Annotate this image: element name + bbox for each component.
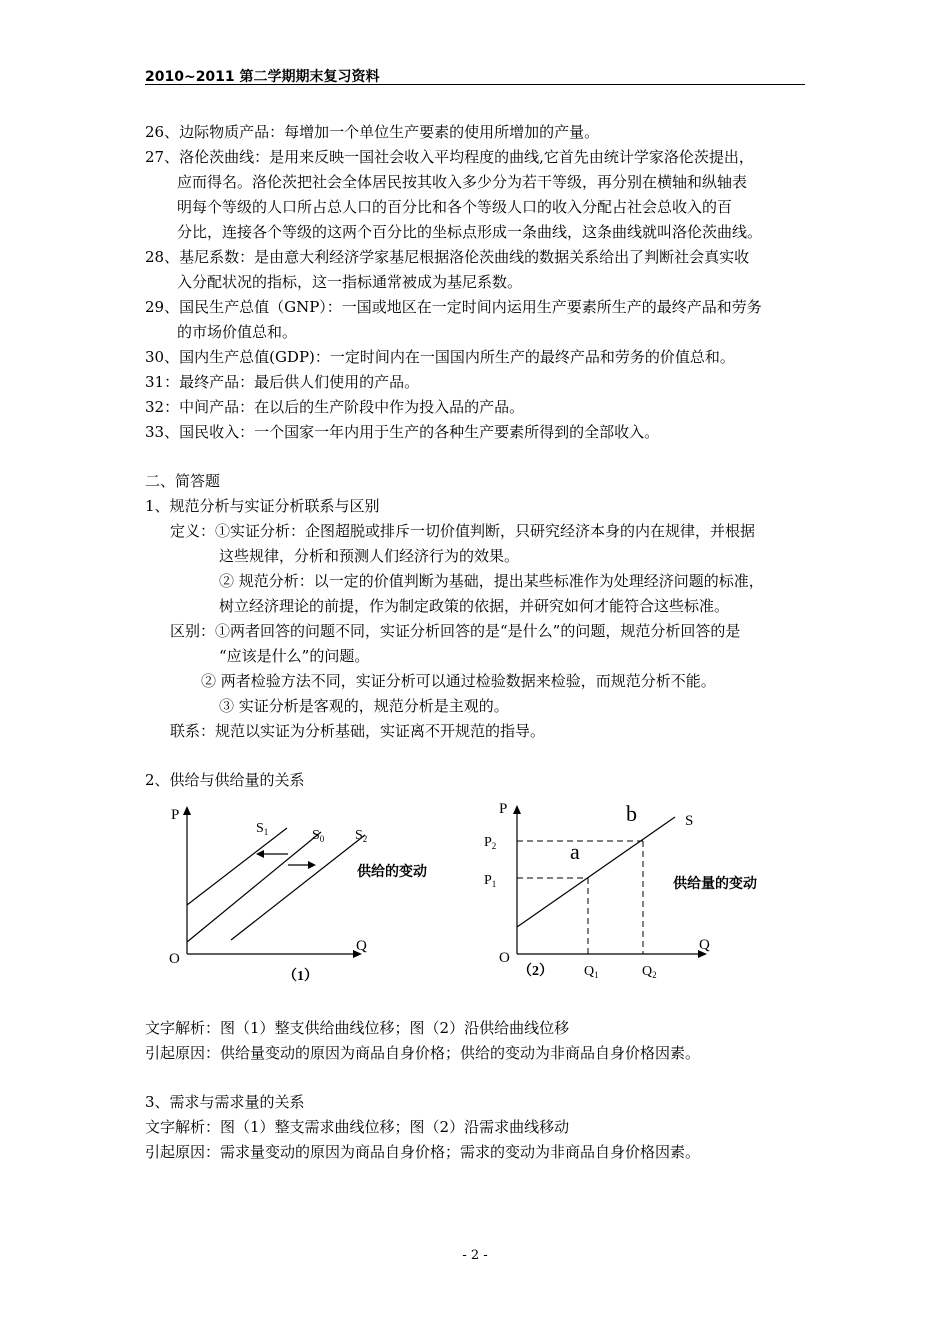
definition-33: 33、国民收入：一个国家一年内用于生产的各种生产要素所得到的全部收入。: [145, 423, 660, 441]
q2-subscript: 2: [652, 970, 657, 980]
definition-27-line2: 应而得名。洛伦茨把社会全体居民按其收入多少分为若干等级，再分别在横轴和纵轴表: [177, 173, 748, 191]
definition-27-line3: 明每个等级的人口所占总人口的百分比和各个等级人口的收入分配占社会总收入的百: [177, 198, 733, 216]
shift-right-arrowhead: [308, 861, 316, 869]
q1-definition-normative-cont: 树立经济理论的前提，作为制定政策的依据，并研究如何才能符合这些标准。: [219, 597, 730, 615]
q1-label: [584, 964, 599, 980]
q2-label: [642, 964, 657, 980]
origin-label: O: [499, 950, 510, 966]
q1-difference-1: 区别：①两者回答的问题不同，实证分析回答的是“是什么”的问题，规范分析回答的是: [170, 622, 741, 640]
figure-supply-shift: [160, 800, 460, 985]
origin-label: O: [169, 951, 180, 967]
supply-curve-s1: [187, 828, 287, 905]
figure-caption: （1）: [283, 969, 318, 984]
figure-caption: （2）: [518, 964, 553, 979]
x-axis-label: Q: [699, 937, 710, 953]
curve-s1-subscript: 1: [263, 827, 269, 837]
question-1-title: 1、规范分析与实证分析联系与区别: [145, 497, 380, 515]
q1-relation: 联系：规范以实证为分析基础，实证离不开规范的指导。: [170, 722, 546, 740]
definition-30: 30、国内生产总值(GDP)：一定时间内在一国国内所生产的最终产品和劳务的价值总和。: [145, 348, 735, 366]
q2-cause: 引起原因：供给量变动的原因为商品自身价格；供给的变动为非商品自身价格因素。: [145, 1044, 701, 1062]
q3-cause: 引起原因：需求量变动的原因为商品自身价格；需求的变动为非商品自身价格因素。: [145, 1143, 701, 1161]
definition-29: 29、国民生产总值（GNP）：一国或地区在一定时间内运用生产要素所生产的最终产品和劳务: [145, 298, 762, 316]
figure-label: 供给的变动: [357, 865, 427, 880]
x-axis-label: Q: [356, 938, 367, 954]
curve-s2-letter: S: [355, 828, 363, 843]
p1-subscript: 1: [491, 879, 497, 889]
q1-difference-3: ③ 实证分析是客观的，规范分析是主观的。: [219, 697, 509, 715]
definition-27: 27、洛伦茨曲线：是用来反映一国社会收入平均程度的曲线,它首先由统计学家洛伦茨提出，: [145, 148, 754, 166]
point-a-label: a: [570, 839, 580, 864]
definition-26: 26、边际物质产品：每增加一个单位生产要素的使用所增加的产量。: [145, 123, 600, 141]
definition-28: 28、基尼系数：是由意大利经济学家基尼根据洛伦茨曲线的数据关系给出了判断社会真实收: [145, 248, 750, 266]
curve-s2-subscript: 2: [362, 834, 368, 844]
q1-subscript: 1: [594, 970, 599, 980]
point-b-label: b: [626, 801, 637, 826]
definition-29-line2: 的市场价值总和。: [177, 323, 298, 341]
q2-letter: Q: [642, 964, 653, 979]
y-axis-label: P: [499, 801, 508, 817]
y-axis-arrow: [513, 805, 521, 814]
p1-letter: P: [484, 873, 492, 888]
question-3-title: 3、需求与需求量的关系: [145, 1093, 305, 1111]
supply-curve-s0: [187, 832, 321, 942]
supply-curve: [517, 817, 675, 927]
p2-letter: P: [484, 835, 492, 850]
page-number: - 2 -: [462, 1248, 488, 1263]
definition-32: 32：中间产品：在以后的生产阶段中作为投入品的产品。: [145, 398, 525, 416]
header-rule: [145, 84, 805, 85]
q1-definition-positive: 定义：①实证分析：企图超脱或排斥一切价值判断，只研究经济本身的内在规律，并根据: [170, 522, 756, 540]
question-2-title: 2、供给与供给量的关系: [145, 771, 305, 789]
q1-difference-2: ② 两者检验方法不同，实证分析可以通过检验数据来检验，而规范分析不能。: [201, 672, 716, 690]
p2-label: [484, 835, 496, 851]
curve-s2-label: [355, 828, 367, 844]
definition-28-line2: 入分配状况的指标，这一指标通常被成为基尼系数。: [177, 273, 523, 291]
q1-difference-1-cont: “应该是什么”的问题。: [219, 647, 370, 665]
q1-definition-positive-cont: 这些规律，分析和预测人们经济行为的效果。: [219, 547, 520, 565]
definition-31: 31：最终产品：最后供人们使用的产品。: [145, 373, 420, 391]
page-header: 2010~2011 第二学期期末复习资料: [145, 69, 380, 85]
definition-27-line4: 分比，连接各个等级的这两个百分比的坐标点形成一条曲线，这条曲线就叫洛伦茨曲线。: [177, 223, 763, 241]
curve-s0-letter: S: [312, 828, 320, 843]
y-axis-label: P: [171, 807, 180, 823]
figure-label: 供给量的变动: [673, 877, 757, 892]
curve-s1-letter: S: [256, 821, 264, 836]
q1-letter: Q: [584, 964, 595, 979]
p1-label: [484, 873, 496, 889]
section-title: 二、简答题: [145, 472, 221, 490]
curve-s0-label: [312, 828, 325, 844]
curve-s0-subscript: 0: [319, 834, 325, 844]
curve-s-label: S: [685, 813, 694, 829]
p2-subscript: 2: [491, 841, 497, 851]
curve-s1-label: [256, 821, 268, 837]
q1-definition-normative: ② 规范分析：以一定的价值判断为基础，提出某些标准作为处理经济问题的标准，: [219, 572, 764, 590]
q2-analysis: 文字解析：图（1）整支供给曲线位移；图（2）沿供给曲线位移: [145, 1019, 570, 1037]
q3-analysis: 文字解析：图（1）整支需求曲线位移；图（2）沿需求曲线移动: [145, 1118, 570, 1136]
figure-quantity-supplied: [470, 795, 810, 985]
y-axis-arrow: [183, 806, 191, 815]
